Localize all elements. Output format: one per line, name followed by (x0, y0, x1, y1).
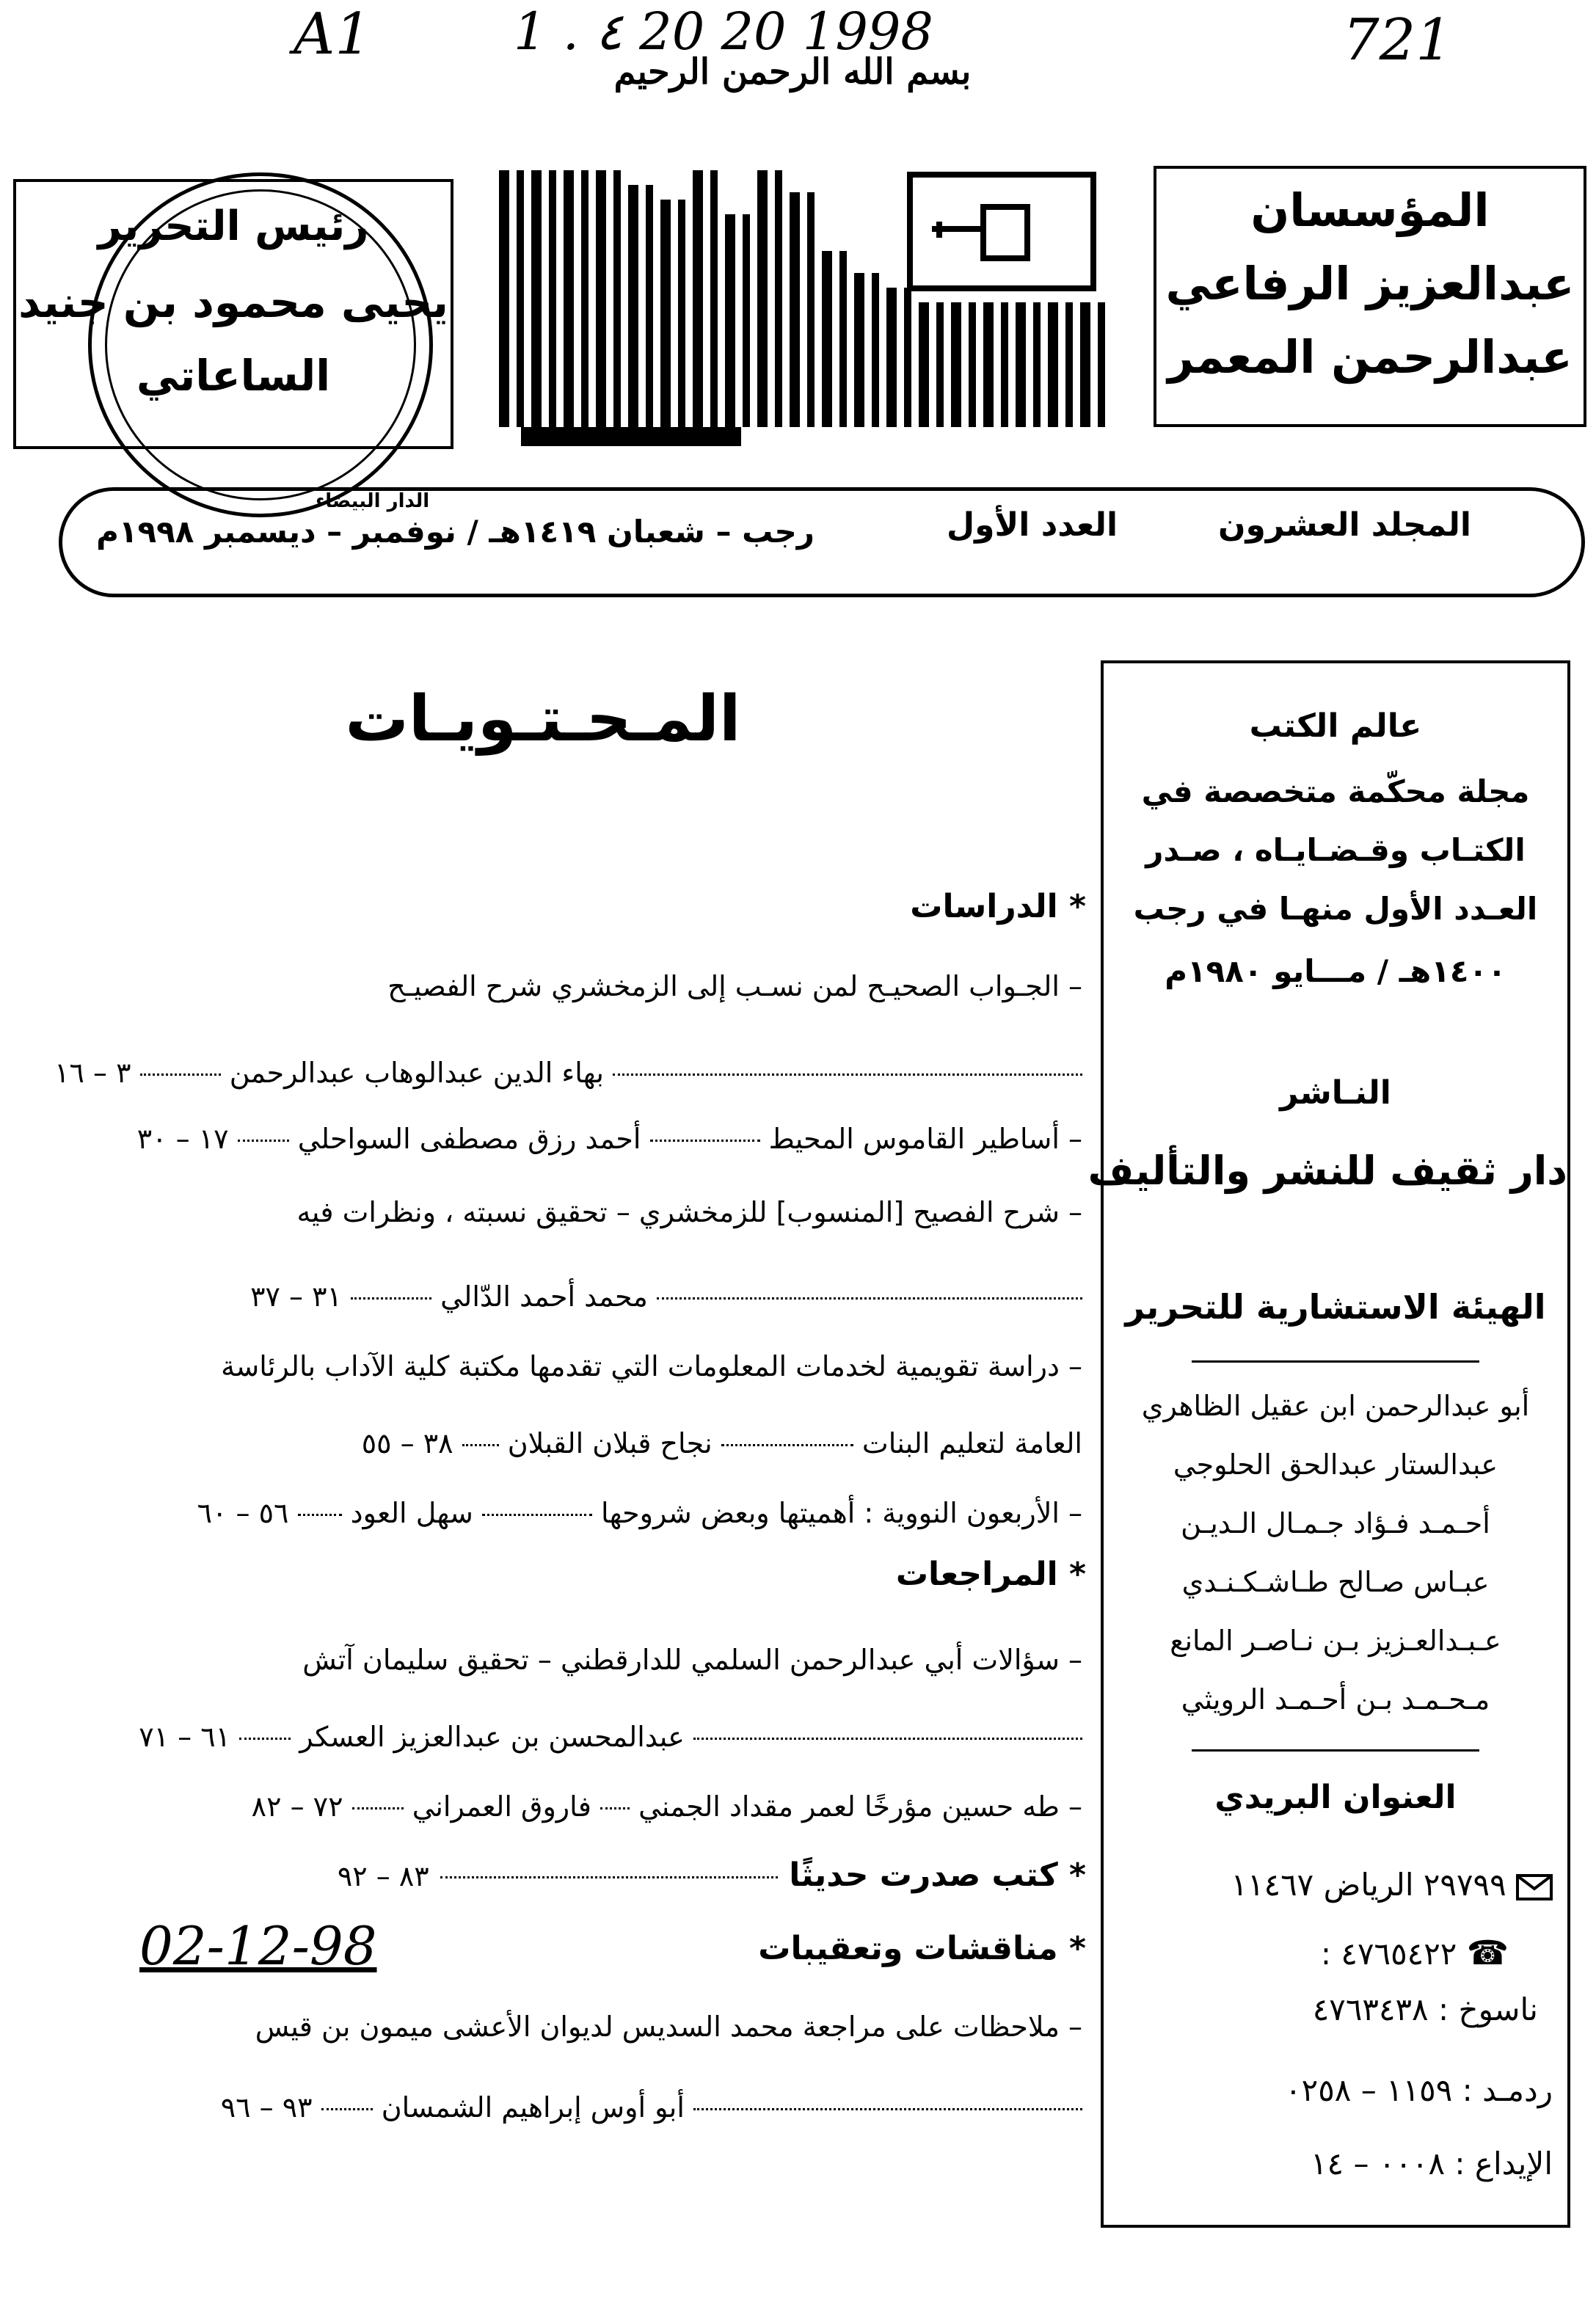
toc-entry-6-pages: ٦١ – ٧١ (139, 1721, 231, 1753)
logo-stripes-icon (499, 170, 1130, 449)
toc-entry-7-pages: ٧٢ – ٨٢ (251, 1790, 343, 1823)
toc-entry-3-author: محمد أحمد الدّالي (440, 1280, 648, 1313)
board-member-5: عـبـدالعـزيز بـن نـاصـر المانع (1170, 1625, 1501, 1657)
issn-label: ردمـد : (1462, 2072, 1553, 2108)
toc-entry-3-title: – شرح الفصيح [المنسوب] للزمخشري – تحقيق نسبته ، ونظرات فيه (296, 1196, 1082, 1228)
section-reviews: * المراجعات (895, 1556, 1086, 1593)
handwritten-date: 1 . ٤ 20 20 1998 (514, 1, 933, 62)
toc-entry-7-author: فاروق العمراني (412, 1790, 591, 1823)
board-title: الهيئة الاستشارية للتحرير (1125, 1287, 1546, 1327)
toc-entry-2-title: – أساطير القاموس المحيط (768, 1123, 1082, 1155)
toc-entry-1-pages: ٣ – ١٦ (54, 1057, 131, 1089)
toc-entry-6-author: عبدالمحسن بن عبدالعزيز العسكر (299, 1721, 685, 1753)
editor-name-line1: يحيى محمود بن جنيد (18, 277, 448, 327)
toc-entry-2-author: أحمد رزق مصطفى السواحلي (297, 1123, 641, 1155)
section-studies: * الدراسات (910, 888, 1086, 925)
section-new-books (338, 1856, 1086, 1894)
fax-label: ناسوخ (1458, 1991, 1538, 2027)
basmala: بسم الله الرحمن الرحيم (613, 51, 972, 92)
issue-number: العدد الأول (947, 506, 1118, 544)
phone-value: ٤٧٦٥٤٢٢ : (1320, 1936, 1457, 1972)
address-title: العنوان البريدي (1214, 1779, 1457, 1816)
toc-entry-1-title: – الجـواب الصحيـح لمن نسـب إلى الزمخشري شرح الفصيـح (387, 970, 1082, 1002)
toc-entry-5-pages: ٥٦ – ٦٠ (197, 1497, 289, 1529)
section-new-books-heading: * كتب صدرت حديثًا (789, 1856, 1086, 1894)
founders-box (1154, 166, 1586, 427)
sidebar-desc-1: مجلة محكّمة متخصصة في (1141, 773, 1530, 809)
sidebar-desc-2: الكتـاب وقـضـايـاه ، صـدر (1145, 832, 1526, 868)
founder-name-1: عبدالعزيز الرفاعي (1165, 257, 1575, 310)
toc-entry-6-title: – سؤالات أبي عبدالرحمن السلمي للدارقطني – تحقيق سليمان آتش (302, 1644, 1082, 1676)
board-member-4: عبـاس صـالح طـاشـكـنـدي (1181, 1566, 1490, 1598)
toc-entry-5 (197, 1497, 1082, 1529)
handwritten-ref-right: 721 (1343, 7, 1452, 73)
publisher-label: النـاشر (1280, 1074, 1391, 1112)
sidebar-info-box (1087, 660, 1570, 2228)
fax-value: : ٤٧٦٣٤٣٨ (1312, 1991, 1449, 2027)
board-member-1: أبو عبدالرحمن ابن عقيل الظاهري (1141, 1390, 1530, 1422)
toc-entry-8-title: – ملاحظات على مراجعة محمد السديس لديوان الأعشى ميمون بن قيس (255, 2011, 1082, 2043)
journal-logo (499, 170, 1130, 449)
handwritten-received-date: 02-12-98 (139, 1915, 377, 1977)
mail-icon (1516, 1874, 1553, 1900)
editor-name-line2: الساعاتي (136, 351, 331, 401)
board-member-2: عبدالستار عبدالحق الحلوجي (1173, 1448, 1498, 1481)
editor-title: رئيس التحرير (98, 203, 369, 250)
section-new-books-pages: ٨٣ – ٩٢ (337, 1860, 429, 1892)
sidebar-desc-3: العـدد الأول منهـا في رجب (1133, 891, 1538, 927)
sidebar-title: عالم الكتب (1249, 707, 1422, 745)
toc-entry-7 (252, 1790, 1082, 1823)
board-member-3: أحـمـد فـؤاد جـمـال الـديـن (1181, 1507, 1490, 1539)
stamp-text: الدار البيضاء (316, 490, 430, 512)
publisher-name: دار ثقيف للنشر والتأليف (1087, 1148, 1567, 1194)
issn-row (1285, 2072, 1553, 2108)
toc-entry-2 (137, 1123, 1082, 1155)
toc-entry-1-author: بهاء الدين عبدالوهاب عبدالرحمن (229, 1057, 604, 1089)
issue-date: رجب – شعبان ١٤١٩هـ / نوفمبر – ديسمبر ١٩٩٨م (96, 514, 815, 550)
toc-entry-8-pages: ٩٣ – ٩٦ (220, 2091, 313, 2124)
toc-entry-5-author: سهل العود (350, 1497, 473, 1529)
contents-title: المـحـتـويـات (345, 682, 741, 756)
section-discussions: * مناقشات وتعقيبات (758, 1930, 1086, 1967)
sidebar-desc-4: ١٤٠٠هـ / مـــايو ١٩٨٠م (1165, 953, 1506, 989)
issn-value: ١١٥٩ – ٠٢٥٨ (1285, 2072, 1453, 2108)
founder-name-2: عبدالرحمن المعمر (1167, 330, 1573, 384)
pobox-value: ٢٩٧٩٩ الرياض ١١٤٦٧ (1231, 1867, 1506, 1903)
toc-entry-8-author-line (221, 2091, 1082, 2124)
pobox-row (1231, 1867, 1553, 1903)
toc-entry-3-pages: ٣١ – ٣٧ (250, 1280, 342, 1313)
toc-entry-1-author-line (29, 1057, 1082, 1089)
deposit-row (1311, 2146, 1553, 2182)
fax-row (1313, 1991, 1538, 2027)
toc-entry-6-author-line (139, 1721, 1082, 1753)
toc-entry-3-author-line (250, 1280, 1082, 1313)
stamp-seal (88, 172, 433, 517)
toc-entry-4-author: نجاح قبلان القبلان (507, 1427, 713, 1459)
handwritten-ref-left: A1 (294, 1, 371, 68)
toc-entry-4-pages: ٣٨ – ٥٥ (361, 1427, 453, 1459)
board-divider (1192, 1360, 1479, 1363)
toc-entry-4-cont (362, 1427, 1082, 1459)
toc-entry-4-title-cont: العامة لتعليم البنات (861, 1427, 1082, 1459)
issue-volume: المجلد العشرون (1218, 506, 1471, 544)
toc-entry-5-title: – الأربعون النووية : أهميتها وبعض شروحها (601, 1497, 1082, 1529)
toc-entry-7-title: – طه حسين مؤرخًا لعمر مقداد الجمني (638, 1790, 1082, 1823)
phone-row (1321, 1933, 1509, 1972)
phone-icon: ☎ (1466, 1933, 1509, 1972)
deposit-value: ٠٠٠٨ – ١٤ (1310, 2146, 1446, 2182)
toc-entry-2-pages: ١٧ – ٣٠ (136, 1123, 229, 1155)
board-member-6: مـحـمـد بـن أحـمـد الرويثي (1181, 1683, 1490, 1716)
toc-entry-8-author: أبو أوس إبراهيم الشمسان (381, 2091, 685, 2124)
address-divider (1192, 1749, 1479, 1752)
founders-title: المؤسسان (1250, 183, 1490, 237)
toc-entry-4-title: – دراسة تقويمية لخدمات المعلومات التي تقدمها مكتبة كلية الآداب بالرئاسة (221, 1350, 1082, 1382)
deposit-label: الإيداع : (1454, 2146, 1553, 2182)
